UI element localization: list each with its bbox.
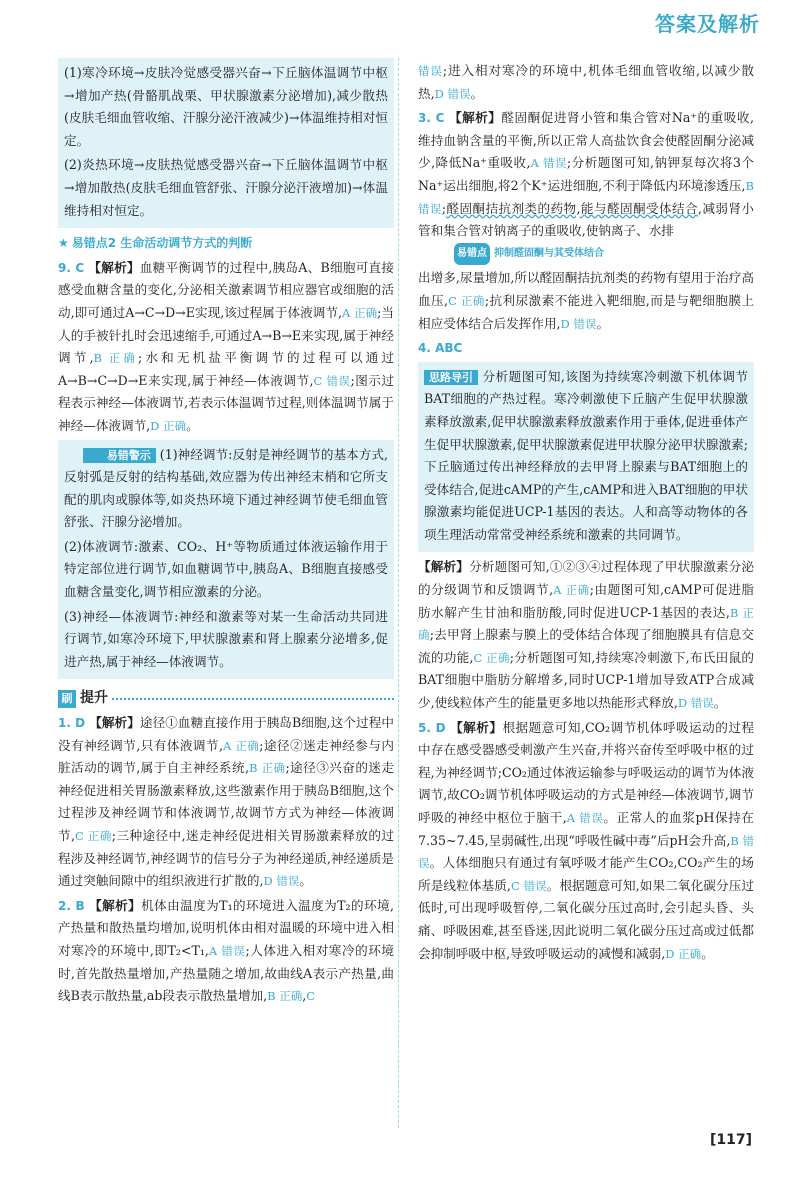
section-label: 易错点2 生命活动调节方式的判断 xyxy=(71,236,253,251)
verdict: B 正确 xyxy=(418,605,754,643)
verdict: A 正确 xyxy=(222,738,260,753)
lift-label: 提升 xyxy=(80,690,108,707)
text: 。 xyxy=(701,945,714,961)
warning-p3: (3)神经—体液调节:神经和激素等对某一生命活动共同进行调节,如寒冷环境下,甲状腺激素和肾上腺素分泌增多,促进产热,属于神经—体液调节。 xyxy=(64,608,388,669)
answer-number: 1. D xyxy=(58,716,86,731)
text: 。正常人的血浆pH保持在7.35~7.45,呈弱碱性,出现“呼吸性碱中毒”后pH会升高, xyxy=(418,810,754,848)
analysis-tag: 【解析】 xyxy=(88,259,140,275)
warning-tag: 易错警示 xyxy=(83,448,156,463)
answer-number: 5. D xyxy=(418,720,446,735)
right-column xyxy=(418,58,754,967)
verdict: C 正确 xyxy=(473,650,510,665)
left-column xyxy=(58,58,394,1010)
text: 根据题意可知,CO₂调节机体呼吸运动的过程中存在感受器感受刺激产生兴奋,并将兴奋传至呼吸中枢的过程,为神经调节;CO₂通过体液运输参与呼吸运动的调节为体液调节,故CO₂调节机体呼吸运动的方式是神经—体液调节,调节呼吸的神经中枢位于脑干, xyxy=(418,719,755,825)
text: ;分析题图可知,持续寒冷刺激下,布氏田鼠的BAT细胞中脂肪分解增多,同时UCP-1增加导致ATP合成减少,使线粒体产生的能量更多地以热能形式释放, xyxy=(418,649,754,711)
verdict: C xyxy=(306,989,316,1004)
answer-3-cont xyxy=(418,267,754,335)
verdict: D 错误 xyxy=(263,874,300,889)
dotted-rule xyxy=(112,698,394,700)
text: ;去甲肾上腺素与膜上的受体结合体现了细胞膜具有信息交流的功能, xyxy=(418,627,755,665)
verdict: C 错误 xyxy=(510,878,547,893)
verdict: B 错误 xyxy=(418,833,754,871)
answer-1 xyxy=(58,712,394,893)
text: 。 xyxy=(713,695,727,711)
text: 。 xyxy=(596,315,610,331)
text: 。 xyxy=(186,417,199,433)
verdict: D 错误 xyxy=(677,696,714,711)
summary-p2: (2)炎热环境→皮肤热觉感受器兴奋→下丘脑体温调节中枢→增加散热(皮肤毛细血管舒张、汗腺分泌汗液增加)→体温维持相对恒定。 xyxy=(64,157,388,218)
text: ;进入相对寒冷的环境中,机体毛细血管收缩,以减少散热, xyxy=(418,63,755,101)
section-heading xyxy=(58,232,394,255)
text: 醛固酮促进肾小管和集合管对Na⁺的重吸收,维持血钠含量的平衡,所以正常人高盐饮食会使醛固酮分泌减少,降低Na⁺重吸收, xyxy=(418,110,754,171)
pitfall-icon: 易错点 xyxy=(454,243,490,266)
pitfall-note xyxy=(454,243,754,266)
verdict: C 正确 xyxy=(448,293,485,308)
answer-number: 3. C xyxy=(418,111,445,126)
verdict: B 正确 xyxy=(267,989,303,1004)
text: 机体由温度为T₁的环境进入温度为T₂的环境,产热量和散热量均增加,说明机体由相对温暖的环境中进入相对寒冷的环境中,即T₂<T₁, xyxy=(58,897,395,958)
text: ;人体进入相对寒冷的环境时,首先散热量增加,产热量随之增加,故曲线A表示产热量,曲线B表示散热量,ab段表示散热量增加, xyxy=(58,942,394,1004)
verdict: B 错误 xyxy=(418,178,754,216)
header-title: 答案及解析 xyxy=(655,12,760,36)
verdict: D 错误 xyxy=(434,86,471,101)
text: ;当人的手被针扎时会迅速缩手,可通过A→B→E来实现,属于神经调节, xyxy=(58,304,394,366)
answer-2-continued xyxy=(418,60,754,105)
verdict: B 正确 xyxy=(93,351,139,366)
verdict: A 错误 xyxy=(530,156,567,171)
text: 分析题图可知,该图为持续寒冷刺激下机体调节BAT细胞的产热过程。寒冷刺激使下丘脑产生促甲状腺激素释放激素,促甲状腺激素释放激素作用于垂体,促进垂体产生促甲状腺激素,促甲状腺激素促进甲状腺分泌甲状腺激素;下丘脑通过传出神经释放的去甲肾上腺素与BAT细胞上的受体结合,促进cAMP的产生,cAMP和进入BAT细胞的甲状腺激素均能促进UCP-1基因的表达。人和高等动物体的各项生理活动常常受神经系统和激素的共同调节。 xyxy=(424,368,748,542)
text: , xyxy=(302,988,307,1004)
answer-4 xyxy=(418,556,754,714)
pitfall-text: 抑制醛固酮与其受体结合 xyxy=(494,247,604,259)
verdict: D 正确 xyxy=(150,418,187,433)
analysis-tag: 【解析】 xyxy=(89,897,142,913)
guide-tag: 思路导引 xyxy=(424,370,478,385)
warning-p1 xyxy=(64,444,388,534)
summary-box xyxy=(58,58,394,228)
verdict: A 错误 xyxy=(208,943,246,958)
lift-heading xyxy=(58,687,394,710)
text: ;三种途径中,迷走神经促进相关胃肠激素释放的过程涉及神经调节,神经调节的信号分子为神经递质,神经递质是通过突触间隙中的组织液进行扩散的, xyxy=(58,828,394,889)
text: 途径①血糖直接作用于胰岛B细胞,这个过程中没有神经调节,只有体液调节, xyxy=(58,715,394,753)
text: ;由题图可知,cAMP可促进脂肪水解产生甘油和脂肪酸,同时促进UCP-1基因的表达, xyxy=(418,582,754,620)
text: ; xyxy=(441,200,447,216)
analysis-tag: 【解析】 xyxy=(448,110,502,126)
answer-5 xyxy=(418,717,754,966)
text: 。 xyxy=(299,873,312,889)
answer-3 xyxy=(418,107,754,243)
verdict: A 正确 xyxy=(342,305,378,320)
star-icon: ★ xyxy=(58,236,69,251)
underlined-text: 醛固酮拮抗剂类的药物,能与醛固酮受体结合 xyxy=(446,200,698,216)
guide-text xyxy=(424,366,748,547)
column-divider xyxy=(398,58,400,1128)
answer-9 xyxy=(58,257,394,438)
verdict: C 正确 xyxy=(75,829,112,843)
analysis-tag: 【解析】 xyxy=(418,559,470,575)
warning-p2: (2)体液调节:激素、CO₂、H⁺等物质通过体液运输作用于特定部位进行调节,如血糖调节中,胰岛A、B细胞直接感受血糖含量变化,调节相应激素的分泌。 xyxy=(64,538,388,600)
text: ;途径②迷走神经参与内脏活动的调节,属于自主神经系统, xyxy=(58,737,394,776)
verdict: A 正确 xyxy=(553,583,590,598)
brush-icon: 刷 xyxy=(58,690,76,708)
warning-box xyxy=(58,440,394,680)
text: ;分析题图可知,钠钾泵每次将3个Na⁺运出细胞,将2个K⁺运进细胞,不利于降低内环境渗透压, xyxy=(418,155,754,193)
text: 血糖平衡调节的过程中,胰岛A、B细胞可直接感受血糖含量的变化,分泌相关激素调节相应器官或细胞的活动,即可通过A→C→D→E实现,该过程属于体液调节, xyxy=(58,259,394,320)
page-number: [117] xyxy=(709,1132,752,1148)
text: 分析题图可知,①②③④过程体现了甲状腺激素分泌的分级调节和反馈调节, xyxy=(418,559,754,598)
verdict: 错误 xyxy=(418,64,443,78)
answer-4-number xyxy=(418,337,754,360)
text: 。根据题意可知,如果二氧化碳分压过低时,可出现呼吸暂停,二氧化碳分压过高时,会引起头昏、头痛、呼吸困难,甚至昏迷,因此说明二氧化碳分压过高或过低都会抑制呼吸中枢,导致呼吸运动的减慢和减弱, xyxy=(418,877,754,961)
answer-number: 2. B xyxy=(58,898,85,913)
answer-2 xyxy=(58,895,394,1008)
text: ;途径③兴奋的迷走神经促进相关胃肠激素释放,这些激素作用于胰岛B细胞,这个过程涉及神经调节和体液调节,故调节方式为神经—体液调节, xyxy=(58,760,395,843)
verdict: C 错误 xyxy=(313,373,351,388)
text: 。 xyxy=(470,85,484,101)
verdict: D 错误 xyxy=(560,316,597,331)
text: (1)神经调节:反射是神经调节的基本方式,反射弧是反射的结构基础,效应器为传出神经末梢和它所支配的肌肉或腺体等,如炎热环境下通过神经调节使毛细血管舒张、汗腺分泌增加。 xyxy=(64,446,388,530)
text: 。人体细胞只有通过有氧呼吸才能产生CO₂,CO₂产生的场所是线粒体基质, xyxy=(418,855,754,893)
analysis-tag: 【解析】 xyxy=(450,719,503,735)
verdict: A 错误 xyxy=(566,811,604,825)
summary-p1: (1)寒冷环境→皮肤冷觉感受器兴奋→下丘脑体温调节中枢→增加产热(骨骼肌战栗、甲状腺激素分泌增加),减少散热(皮肤毛细血管收缩、汗腺分泌汗液减少)→体温维持相对恒定。 xyxy=(64,65,388,148)
verdict: D 正确 xyxy=(665,946,702,961)
text: ;图示过程表示神经—体液调节,若表示体温调节过程,则体温调节属于神经—体液调节, xyxy=(58,372,394,433)
text: ;水和无机盐平衡调节的过程可以通过A→B→C→D→E来实现,属于神经—体液调节, xyxy=(58,350,394,388)
text: 出增多,尿量增加,所以醛固酮拮抗剂类的药物有望用于治疗高血压, xyxy=(418,270,754,308)
analysis-tag: 【解析】 xyxy=(89,715,140,731)
text: ;抗利尿激素不能进入靶细胞,而是与靶细胞膜上相应受体结合后发挥作用, xyxy=(418,292,754,331)
answer-number: 4. ABC xyxy=(418,341,463,356)
thinking-guide-box xyxy=(418,362,754,553)
answer-number: 9. C xyxy=(58,260,85,275)
text: ,减弱肾小管和集合管对钠离子的重吸收,使钠离子、水排 xyxy=(418,200,754,239)
verdict: B 正确 xyxy=(249,761,286,776)
